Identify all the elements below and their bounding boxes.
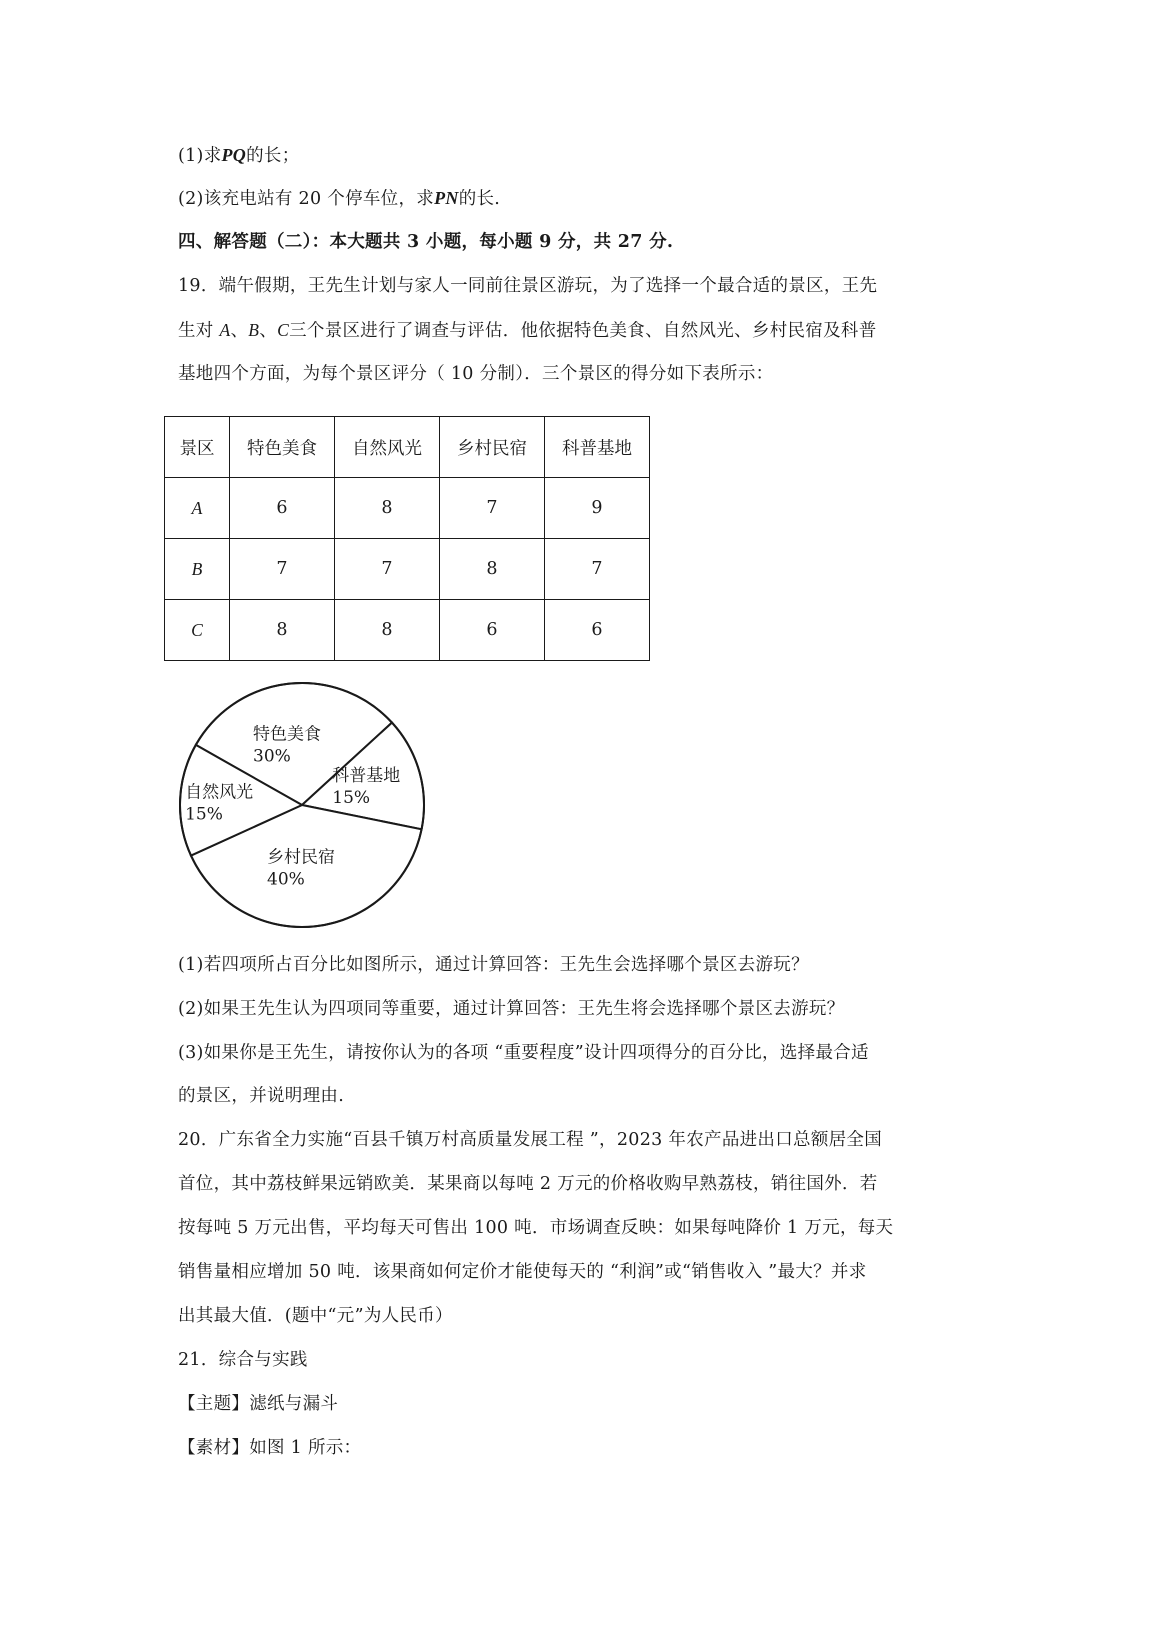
q20-line4: 销售量相应增加 50 吨．该果商如何定价才能使每天的 “利润”或“销售收入 ”最大？并求 bbox=[178, 1262, 867, 1282]
table-header-cell: 特色美食 bbox=[230, 417, 335, 478]
table-cell: 7 bbox=[335, 539, 440, 600]
q19-line3: 基地四个方面，为每个景区评分（ 10 分制）．三个景区的得分如下表所示： bbox=[178, 364, 774, 384]
math-symbol-pq: PQ bbox=[221, 145, 247, 165]
table-row bbox=[165, 600, 650, 661]
q19-line2: 生对 A、B、C三个景区进行了调查与评估．他依据特色美食、自然风光、乡村民宿及科普 bbox=[178, 320, 877, 341]
table-row-label: C bbox=[165, 600, 230, 661]
table-header-cell: 自然风光 bbox=[335, 417, 440, 478]
pie-slice-label: 特色美食 bbox=[253, 724, 321, 745]
q20-line2: 首位，其中荔枝鲜果远销欧美．某果商以每吨 2 万元的价格收购早熟荔枝，销往国外．若 bbox=[178, 1174, 878, 1194]
table-row bbox=[165, 478, 650, 539]
q20-line3: 按每吨 5 万元出售，平均每天可售出 100 吨．市场调查反映：如果每吨降价 1 万元，每天 bbox=[178, 1218, 894, 1238]
table-cell: 7 bbox=[440, 478, 545, 539]
section-heading: 四、解答题（二）：本大题共 3 小题，每小题 9 分，共 27 分. bbox=[178, 232, 674, 252]
q19-sub2: (2)如果王先生认为四项同等重要，通过计算回答：王先生将会选择哪个景区去游玩？ bbox=[178, 999, 845, 1019]
pie-slice-value-label: 40% bbox=[267, 869, 305, 890]
table-cell: 7 bbox=[545, 539, 650, 600]
pie-slice-label: 乡村民宿 bbox=[267, 847, 335, 868]
q19-sub3-line2: 的景区，并说明理由. bbox=[178, 1086, 345, 1106]
q19-sub1: (1)若四项所占百分比如图所示，通过计算回答：王先生会选择哪个景区去游玩？ bbox=[178, 955, 809, 975]
table-cell: 6 bbox=[440, 600, 545, 661]
table-cell: 8 bbox=[440, 539, 545, 600]
score-table bbox=[164, 416, 650, 661]
q21-line1: 21．综合与实践 bbox=[178, 1350, 308, 1370]
table-cell: 8 bbox=[335, 478, 440, 539]
q21-theme: 【主题】滤纸与漏斗 bbox=[178, 1394, 339, 1414]
table-cell: 6 bbox=[545, 600, 650, 661]
math-symbol-pn: PN bbox=[434, 188, 459, 208]
table-row bbox=[165, 539, 650, 600]
pie-slice-value-label: 15% bbox=[185, 804, 223, 825]
q19-sub3-line1: (3)如果你是王先生，请按你认为的各项 “重要程度”设计四项得分的百分比，选择最合适 bbox=[178, 1043, 869, 1063]
q18-part2: (2)该充电站有 20 个停车位，求PN的长. bbox=[178, 188, 501, 209]
table-cell: 8 bbox=[230, 600, 335, 661]
table-header-cell: 景区 bbox=[165, 417, 230, 478]
pie-slice-label: 自然风光 bbox=[185, 782, 254, 803]
q18-part1: (1)求PQ的长； bbox=[178, 145, 300, 166]
q20-line1: 20．广东省全力实施“百县千镇万村高质量发展工程 ”，2023 年农产品进出口总额居全国 bbox=[178, 1130, 883, 1150]
q19-line1: 19．端午假期，王先生计划与家人一同前往景区游玩，为了选择一个最合适的景区，王先 bbox=[178, 276, 878, 296]
table-cell: 8 bbox=[335, 600, 440, 661]
table-cell: 6 bbox=[230, 478, 335, 539]
table-cell: 9 bbox=[545, 478, 650, 539]
q20-line5: 出其最大值．(题中“元”为人民币） bbox=[178, 1306, 453, 1326]
table-header-cell: 乡村民宿 bbox=[440, 417, 545, 478]
table-row-label: A bbox=[165, 478, 230, 539]
pie-slice-label: 科普基地 bbox=[332, 766, 401, 786]
pie-slice-value-label: 15% bbox=[332, 788, 371, 808]
pie-chart bbox=[172, 675, 432, 935]
pie-slice-value-label: 30% bbox=[253, 746, 291, 767]
q21-material: 【素材】如图 1 所示： bbox=[178, 1438, 362, 1458]
table-cell: 7 bbox=[230, 539, 335, 600]
table-header-row bbox=[165, 417, 650, 478]
table-header-cell: 科普基地 bbox=[545, 417, 650, 478]
table-row-label: B bbox=[165, 539, 230, 600]
